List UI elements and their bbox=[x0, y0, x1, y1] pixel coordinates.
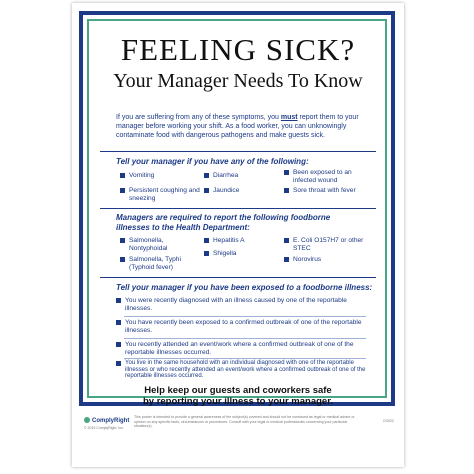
bullet-icon bbox=[120, 173, 125, 178]
poster-subtitle: Your Manager Needs To Know bbox=[113, 70, 363, 92]
closing-line-2: by reporting your illness to your manager. bbox=[142, 396, 334, 407]
list-item-label: E. Coli O157H7 or other STEC bbox=[293, 237, 364, 252]
list-item-label: Shigella bbox=[213, 250, 237, 257]
divider bbox=[100, 151, 376, 152]
list-item bbox=[284, 256, 364, 264]
list-item-label: Sore throat with fever bbox=[293, 187, 356, 194]
list-item bbox=[116, 360, 366, 380]
closing-line-1: Help keep our guests and coworkers safe bbox=[144, 385, 332, 396]
closing-message bbox=[72, 385, 404, 407]
bullet-icon bbox=[204, 251, 209, 256]
poster-title: FEELING SICK? bbox=[120, 32, 356, 67]
poster bbox=[72, 3, 404, 467]
disclaimer: This poster is intended to provide a general awareness of the subject(s) covered and should not be construed as legal or medical advice or opinion on any specific facts, circumstances or procedures. Consult with your legal or medical professionals concerning your particular situation(s). bbox=[134, 415, 355, 428]
logo-text: ComplyRight bbox=[92, 418, 130, 424]
list-item-label: You have recently been exposed to a confirmed outbreak of one of the reportable illnesses. bbox=[125, 319, 362, 334]
list-item-label: You recently attended an event/work where a confirmed outbreak of one of the reportable illnesses occurred. bbox=[125, 341, 354, 356]
bullet-icon bbox=[116, 361, 121, 366]
list-item-label: You were recently diagnosed with an illness caused by one of the reportable illnesses. bbox=[125, 297, 347, 312]
symptoms-heading: Tell your manager if you have any of the following: bbox=[116, 157, 309, 166]
list-item bbox=[116, 319, 366, 335]
bullet-icon bbox=[284, 257, 289, 262]
list-item bbox=[284, 169, 366, 185]
list-item bbox=[116, 341, 366, 357]
list-item-label: Diarrhea bbox=[213, 172, 239, 179]
bullet-icon bbox=[116, 342, 121, 347]
bullet-icon bbox=[116, 298, 121, 303]
divider bbox=[100, 208, 376, 209]
list-item bbox=[120, 256, 196, 272]
list-item-label: Salmonella, Nontyphoidal bbox=[129, 237, 168, 252]
illness-heading: Managers are required to report the following foodborne illnesses to the Health Department: bbox=[116, 213, 331, 232]
intro-text-start: If you are suffering from any of these symptoms, you bbox=[116, 114, 281, 121]
list-item-label: Persistent coughing and sneezing bbox=[129, 187, 200, 202]
list-item bbox=[204, 187, 272, 195]
bullet-icon bbox=[120, 188, 125, 193]
list-item bbox=[120, 187, 200, 203]
list-item bbox=[120, 237, 196, 253]
list-item bbox=[284, 237, 364, 253]
intro-emphasis: must bbox=[280, 114, 298, 121]
bullet-icon bbox=[120, 257, 125, 262]
divider bbox=[100, 277, 376, 278]
list-item bbox=[204, 250, 272, 258]
intro-text-end: report them to your manager before working your shift. As a food worker, you can unknowingly contaminate food with dangerous pathogens and make guests sick. bbox=[116, 114, 359, 139]
list-item bbox=[204, 172, 272, 180]
list-item-label: Vomiting bbox=[129, 172, 155, 179]
intro-paragraph bbox=[116, 113, 362, 140]
bullet-icon bbox=[120, 238, 125, 243]
copyright: © 2019 ComplyRight, Inc. bbox=[84, 426, 124, 430]
list-item bbox=[120, 172, 192, 180]
bullet-icon bbox=[204, 238, 209, 243]
list-item bbox=[284, 187, 368, 195]
divider bbox=[124, 338, 366, 339]
divider bbox=[124, 316, 366, 317]
sku-code: D3022 bbox=[383, 419, 394, 423]
bullet-icon bbox=[284, 170, 289, 175]
list-item-label: Jaundice bbox=[213, 187, 240, 194]
bullet-icon bbox=[204, 188, 209, 193]
list-item bbox=[116, 297, 366, 313]
list-item-label: Been exposed to an infected wound bbox=[293, 169, 352, 184]
list-item-label: Salmonella, Typhi (Typhoid fever) bbox=[129, 256, 181, 271]
list-item-label: You live in the same household with an individual diagnosed with one of the reportable illnesses or who recently attended an event/work where a confirmed outbreak of one of the reportable illnesses occurred. bbox=[125, 360, 366, 379]
list-item-label: Hepatitis A bbox=[213, 237, 245, 244]
logo-icon bbox=[84, 417, 90, 423]
bullet-icon bbox=[116, 320, 121, 325]
bullet-icon bbox=[284, 238, 289, 243]
exposure-heading: Tell your manager if you have been exposed to a foodborne illness: bbox=[116, 283, 373, 292]
bullet-icon bbox=[284, 188, 289, 193]
bullet-icon bbox=[204, 173, 209, 178]
brand-logo bbox=[84, 417, 129, 424]
list-item bbox=[204, 237, 272, 245]
list-item-label: Norovirus bbox=[293, 256, 322, 263]
divider bbox=[124, 358, 366, 359]
